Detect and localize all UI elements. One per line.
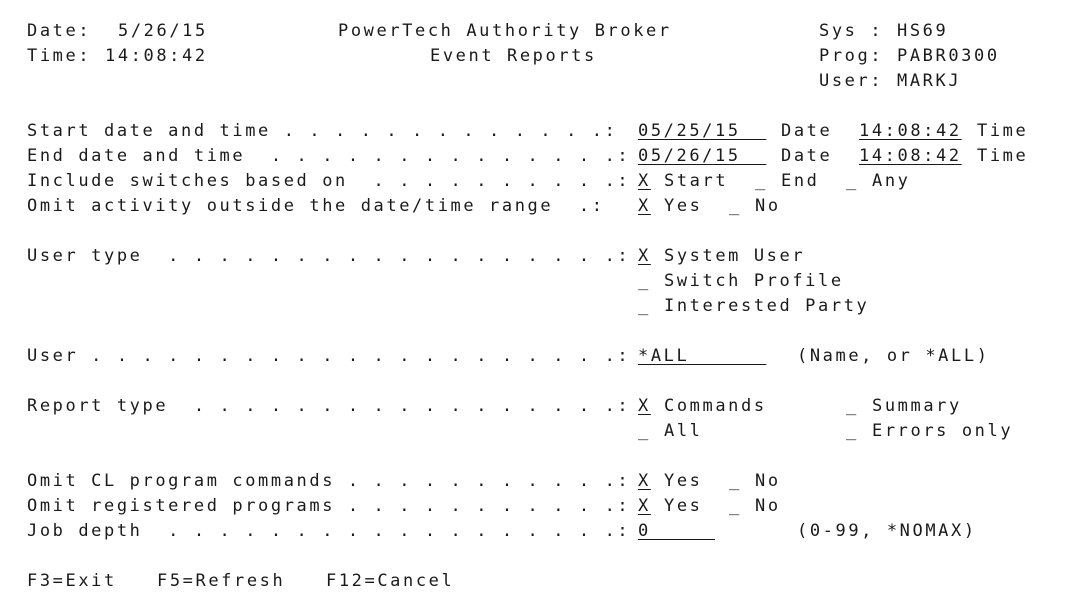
- omit-registered-yes-choice[interactable]: X: [638, 496, 651, 516]
- user-type-system-label: System User: [664, 246, 806, 266]
- end-time-field[interactable]: 14:08:42: [859, 146, 962, 166]
- include-start-choice[interactable]: X: [638, 171, 651, 191]
- omit-cl-yes-choice[interactable]: X: [638, 471, 651, 491]
- date-value: 5/26/15: [118, 21, 208, 41]
- omit-activity-yes-label: Yes: [664, 196, 703, 216]
- omit-activity-yes-choice[interactable]: X: [638, 196, 651, 216]
- report-errors-label: Errors only: [872, 421, 1014, 441]
- start-label: Start date and time . . . . . . . . . . . . .:: [27, 121, 618, 141]
- time-label: Time:: [27, 46, 92, 66]
- job-depth-hint: (0-99, *NOMAX): [797, 521, 977, 541]
- user-type-system-choice[interactable]: X: [638, 246, 651, 266]
- include-any-label: Any: [872, 171, 911, 191]
- include-start-label: Start: [664, 171, 729, 191]
- prog-label: Prog:: [819, 46, 884, 66]
- report-all-label: All: [664, 421, 703, 441]
- omit-activity-label: Omit activity outside the date/time range .:: [27, 196, 605, 216]
- user-type-label: User type . . . . . . . . . . . . . . . . . .:: [27, 246, 631, 266]
- f5-refresh-key[interactable]: F5=Refresh: [157, 571, 286, 591]
- omit-activity-no-label: No: [755, 196, 781, 216]
- report-summary-label: Summary: [872, 396, 962, 416]
- include-end-choice[interactable]: _: [755, 171, 768, 191]
- app-title: PowerTech Authority Broker: [338, 21, 672, 41]
- user-field-label: User . . . . . . . . . . . . . . . . . . . . .:: [27, 346, 631, 366]
- omit-registered-label: Omit registered programs . . . . . . . . . . .:: [27, 496, 631, 516]
- include-any-choice[interactable]: _: [846, 171, 859, 191]
- job-depth-label: Job depth . . . . . . . . . . . . . . . . . .:: [27, 521, 631, 541]
- end-time-suffix: Time: [977, 146, 1029, 166]
- user-type-interested-label: Interested Party: [664, 296, 870, 316]
- date-label: Date:: [27, 21, 92, 41]
- end-date-field[interactable]: 05/26/15: [638, 146, 767, 166]
- end-date-suffix: Date: [781, 146, 833, 166]
- job-depth-input[interactable]: 0: [638, 521, 716, 541]
- omit-cl-label: Omit CL program commands . . . . . . . . . . .:: [27, 471, 631, 491]
- user-type-interested-choice[interactable]: _: [638, 296, 651, 316]
- user-type-switch-label: Switch Profile: [664, 271, 844, 291]
- omit-registered-no-label: No: [755, 496, 781, 516]
- prog-value: PABR0300: [897, 46, 1000, 66]
- time-value: 14:08:42: [105, 46, 208, 66]
- report-commands-choice[interactable]: X: [638, 396, 651, 416]
- sys-label: Sys :: [819, 21, 884, 41]
- omit-cl-no-choice[interactable]: _: [729, 471, 742, 491]
- start-date-field[interactable]: 05/25/15: [638, 121, 767, 141]
- screen-title: Event Reports: [430, 46, 597, 66]
- omit-registered-no-choice[interactable]: _: [729, 496, 742, 516]
- end-label: End date and time . . . . . . . . . . . . . .:: [27, 146, 631, 166]
- start-date-suffix: Date: [781, 121, 833, 141]
- user-label: User:: [819, 71, 884, 91]
- f12-cancel-key[interactable]: F12=Cancel: [326, 571, 455, 591]
- user-type-switch-choice[interactable]: _: [638, 271, 651, 291]
- user-hint: (Name, or *ALL): [797, 346, 990, 366]
- sys-value: HS69: [897, 21, 949, 41]
- user-value: MARKJ: [897, 71, 962, 91]
- report-errors-choice[interactable]: _: [846, 421, 859, 441]
- report-type-label: Report type . . . . . . . . . . . . . . . . .:: [27, 396, 631, 416]
- include-label: Include switches based on . . . . . . . . . .:: [27, 171, 631, 191]
- start-time-suffix: Time: [977, 121, 1029, 141]
- omit-cl-no-label: No: [755, 471, 781, 491]
- omit-cl-yes-label: Yes: [664, 471, 703, 491]
- report-summary-choice[interactable]: _: [846, 396, 859, 416]
- report-commands-label: Commands: [664, 396, 767, 416]
- start-time-field[interactable]: 14:08:42: [859, 121, 962, 141]
- include-end-label: End: [781, 171, 820, 191]
- omit-registered-yes-label: Yes: [664, 496, 703, 516]
- user-input[interactable]: *ALL: [638, 346, 767, 366]
- f3-exit-key[interactable]: F3=Exit: [27, 571, 117, 591]
- report-all-choice[interactable]: _: [638, 421, 651, 441]
- omit-activity-no-choice[interactable]: _: [729, 196, 742, 216]
